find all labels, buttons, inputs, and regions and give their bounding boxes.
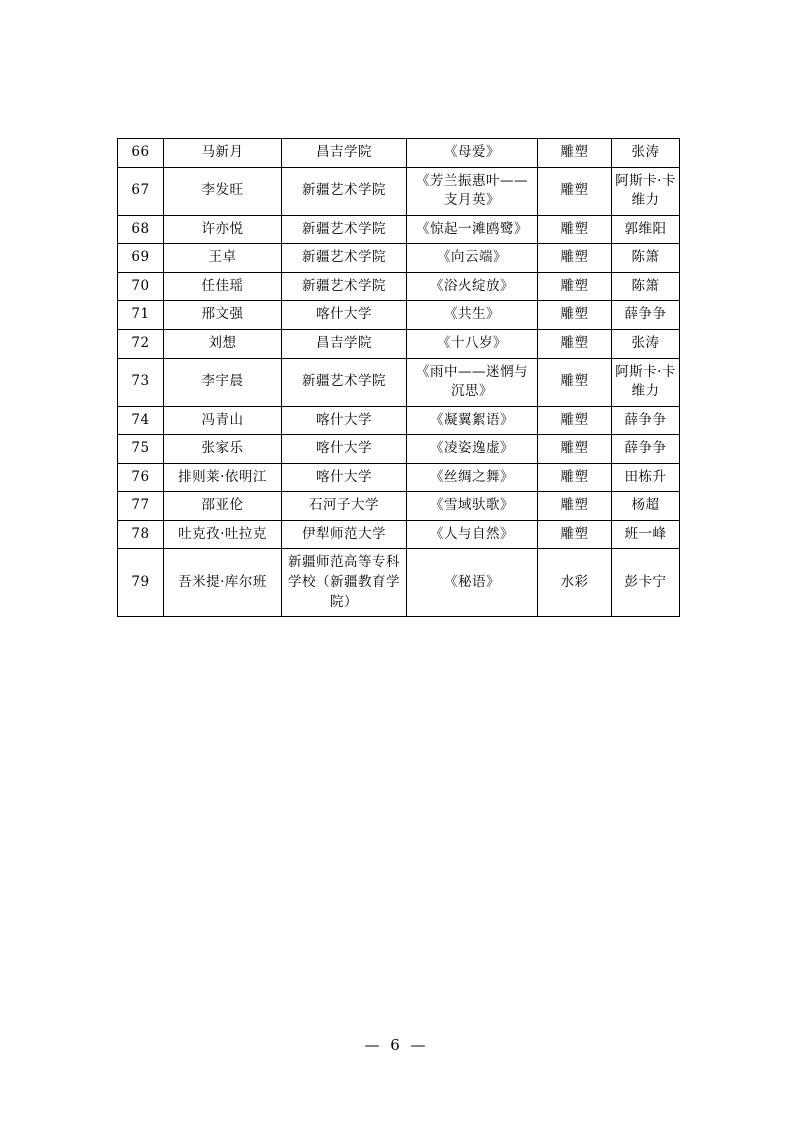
cell-tutor: 陈箫 [612, 244, 680, 273]
cell-no: 76 [118, 463, 164, 492]
cell-name: 排则莱·依明江 [164, 463, 282, 492]
cell-name: 李发旺 [164, 167, 282, 215]
cell-tutor: 张涛 [612, 329, 680, 358]
cell-category: 雕塑 [538, 244, 612, 273]
cell-tutor: 田栋升 [612, 463, 680, 492]
table-row [118, 301, 680, 330]
cell-name: 许亦悦 [164, 215, 282, 244]
cell-category: 雕塑 [538, 167, 612, 215]
cell-school: 昌吉学院 [282, 139, 407, 168]
cell-school: 新疆艺术学院 [282, 167, 407, 215]
cell-school: 新疆艺术学院 [282, 215, 407, 244]
cell-no: 71 [118, 301, 164, 330]
cell-category: 雕塑 [538, 520, 612, 549]
cell-category: 雕塑 [538, 435, 612, 464]
page-number: — 6 — [364, 1036, 429, 1054]
cell-category: 雕塑 [538, 329, 612, 358]
cell-no: 72 [118, 329, 164, 358]
cell-name: 任佳瑶 [164, 272, 282, 301]
table-body [118, 139, 680, 617]
cell-work: 《人与自然》 [407, 520, 538, 549]
cell-no: 69 [118, 244, 164, 273]
table-row [118, 406, 680, 435]
cell-school: 喀什大学 [282, 301, 407, 330]
cell-work: 《浴火绽放》 [407, 272, 538, 301]
cell-no: 66 [118, 139, 164, 168]
table-row [118, 358, 680, 406]
table-row [118, 272, 680, 301]
cell-name: 刘想 [164, 329, 282, 358]
cell-name: 吾米提·库尔班 [164, 549, 282, 617]
cell-work: 《惊起一滩鸥鹭》 [407, 215, 538, 244]
cell-school: 喀什大学 [282, 463, 407, 492]
cell-school: 新疆艺术学院 [282, 244, 407, 273]
cell-work: 《十八岁》 [407, 329, 538, 358]
cell-work: 《丝绸之舞》 [407, 463, 538, 492]
cell-no: 68 [118, 215, 164, 244]
cell-name: 张家乐 [164, 435, 282, 464]
cell-school: 伊犁师范大学 [282, 520, 407, 549]
table-row [118, 435, 680, 464]
cell-no: 77 [118, 492, 164, 521]
table-row [118, 492, 680, 521]
cell-category: 雕塑 [538, 301, 612, 330]
table-row [118, 244, 680, 273]
table-row [118, 329, 680, 358]
cell-school: 喀什大学 [282, 435, 407, 464]
cell-no: 73 [118, 358, 164, 406]
cell-no: 78 [118, 520, 164, 549]
award-list-table [117, 138, 680, 617]
cell-school: 新疆艺术学院 [282, 358, 407, 406]
cell-school: 新疆师范高等专科学校（新疆教育学院） [282, 549, 407, 617]
cell-tutor: 薛争争 [612, 406, 680, 435]
cell-no: 75 [118, 435, 164, 464]
table-row [118, 520, 680, 549]
cell-tutor: 郭维阳 [612, 215, 680, 244]
cell-tutor: 彭卡宁 [612, 549, 680, 617]
award-list-table-container [117, 138, 679, 617]
cell-work: 《凌姿逸虚》 [407, 435, 538, 464]
cell-tutor: 阿斯卡·卡维力 [612, 358, 680, 406]
cell-no: 70 [118, 272, 164, 301]
cell-work: 《雨中——迷惘与沉思》 [407, 358, 538, 406]
table-row [118, 549, 680, 617]
cell-name: 冯青山 [164, 406, 282, 435]
cell-category: 水彩 [538, 549, 612, 617]
cell-school: 昌吉学院 [282, 329, 407, 358]
cell-name: 邢文强 [164, 301, 282, 330]
cell-work: 《芳兰振惠叶——支月英》 [407, 167, 538, 215]
cell-school: 石河子大学 [282, 492, 407, 521]
cell-name: 马新月 [164, 139, 282, 168]
cell-school: 新疆艺术学院 [282, 272, 407, 301]
cell-work: 《共生》 [407, 301, 538, 330]
cell-tutor: 杨超 [612, 492, 680, 521]
table-row [118, 167, 680, 215]
cell-name: 李宇晨 [164, 358, 282, 406]
cell-tutor: 薛争争 [612, 435, 680, 464]
cell-work: 《雪域驮歌》 [407, 492, 538, 521]
cell-work: 《母爱》 [407, 139, 538, 168]
table-row [118, 463, 680, 492]
cell-tutor: 张涛 [612, 139, 680, 168]
cell-category: 雕塑 [538, 463, 612, 492]
cell-category: 雕塑 [538, 492, 612, 521]
cell-no: 79 [118, 549, 164, 617]
cell-work: 《秘语》 [407, 549, 538, 617]
cell-tutor: 阿斯卡·卡维力 [612, 167, 680, 215]
cell-tutor: 陈箫 [612, 272, 680, 301]
cell-name: 王卓 [164, 244, 282, 273]
cell-tutor: 班一峰 [612, 520, 680, 549]
cell-no: 74 [118, 406, 164, 435]
cell-name: 吐克孜·吐拉克 [164, 520, 282, 549]
cell-school: 喀什大学 [282, 406, 407, 435]
table-row [118, 139, 680, 168]
table-row [118, 215, 680, 244]
cell-category: 雕塑 [538, 358, 612, 406]
cell-no: 67 [118, 167, 164, 215]
cell-work: 《凝翼絮语》 [407, 406, 538, 435]
cell-category: 雕塑 [538, 406, 612, 435]
cell-name: 邵亚伦 [164, 492, 282, 521]
cell-tutor: 薛争争 [612, 301, 680, 330]
cell-work: 《向云端》 [407, 244, 538, 273]
cell-category: 雕塑 [538, 272, 612, 301]
cell-category: 雕塑 [538, 215, 612, 244]
cell-category: 雕塑 [538, 139, 612, 168]
